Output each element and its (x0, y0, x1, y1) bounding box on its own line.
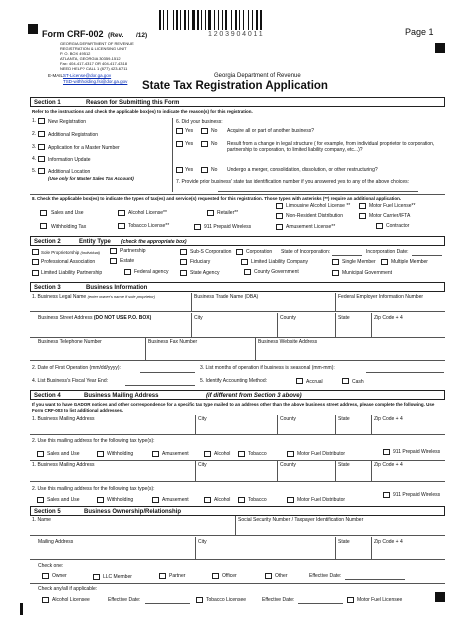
page-title: State Tax Registration Application (142, 80, 328, 92)
section-4-intro: If you want to have GADOR notices and other correspondence for a specific tax type mailed to an address other than the above business street address, please complete the following. Use Form CRF-003 to list additional addresses. (32, 402, 435, 413)
reason-label: Application for a Master Number (48, 145, 120, 151)
entity-label: Estate (120, 258, 135, 264)
checkbox-mail2-tobacco[interactable] (238, 497, 245, 503)
section-4-header: Section 4 Business Mailing Address (if different from Section 3 above) (30, 390, 445, 400)
grid (335, 461, 336, 481)
city-label: City (198, 462, 207, 468)
rule (30, 194, 445, 195)
barcode-bar (239, 10, 240, 30)
tax-type-label: Alcohol (214, 451, 231, 457)
effective-date-label: Effective Date: (309, 573, 342, 579)
tax-type-label: Motor Fuel Distributor (297, 497, 346, 503)
incorporation-date-line (412, 255, 442, 256)
checkbox-motor-fuel[interactable] (359, 203, 366, 209)
checkbox-retailer[interactable] (207, 210, 214, 216)
question-7: 7. Provide prior business' state tax identification number if you answered yes to any of the above choices: (176, 179, 410, 185)
tax-label: 911 Prepaid Wireless (204, 224, 252, 230)
label-note: (enter owner's name if sole proprietor) (87, 294, 156, 299)
owner-mailing-label: Mailing Address (38, 539, 74, 545)
checkbox-6b-yes[interactable] (176, 141, 183, 147)
question-8: 8. Check the applicable box(es) to indicate the types of tax(es) and service(s) requested for this registration. Those types with asterisks (**) require an additional application. (32, 196, 402, 201)
fein-label: Federal Employer Information Number (338, 294, 424, 300)
tax-type-label: Tobacco (248, 497, 267, 503)
entity-label: Partnership (120, 248, 146, 254)
checkbox-sales-use[interactable] (40, 210, 47, 216)
entity-label: Corporation (246, 249, 273, 255)
label-note: (DO NOT USE P.O. BOX) (93, 315, 152, 321)
checkbox-alcohol-license[interactable] (118, 210, 125, 216)
effective-date-label: Effective Date: (108, 597, 141, 603)
checkbox-other[interactable] (265, 573, 272, 579)
entity-label: State Agency (190, 270, 220, 276)
grid (195, 537, 196, 559)
section-1-instruction: Refer to the instructions and check the applicable box(es) to indicate the reason(s) for this registration. (32, 109, 253, 114)
entity-label: Sub-S Corporation (190, 249, 232, 255)
checkbox-6b-no[interactable] (201, 141, 208, 147)
email-label: E-MAIL: (48, 73, 65, 78)
tax-label: Limousine Alcohol License ** (286, 203, 351, 209)
reason-label: New Registration (48, 119, 87, 125)
check-all-label: Check any/all if applicable: (38, 586, 98, 592)
ssn-label: Social Security Number / Taxpayer Identification Number (238, 517, 364, 523)
grid (277, 313, 278, 337)
agency-line: NEED HELP? CALL 1 (877) 423-6711 (60, 66, 128, 72)
barcode-bar (214, 10, 215, 30)
checkbox-partnership[interactable] (110, 248, 117, 254)
checkbox-amusement[interactable] (276, 224, 283, 230)
tax-label: Sales and Use (51, 210, 84, 216)
legal-name-label (32, 295, 155, 300)
checkbox-master-number[interactable] (38, 144, 45, 150)
checkbox-mail1-tobacco[interactable] (238, 451, 245, 457)
section-3-header: Section 3 Business Information (30, 282, 445, 292)
checkbox-corporation[interactable] (236, 249, 243, 255)
tax-label: Non-Resident Distribution (286, 213, 343, 219)
barcode-bar (192, 10, 195, 30)
section-2-header: Section 2 Entity Type (check the appropriate box) (30, 236, 445, 246)
state-of-incorporation-line (332, 255, 362, 256)
grid (335, 415, 336, 434)
mailing-address-label: 1. Business Mailing Address (32, 462, 95, 468)
licensee-label: Motor Fuel Licensee (357, 597, 403, 603)
entity-label: Professional Association (41, 259, 96, 265)
grid (371, 537, 372, 559)
checkbox-tobacco[interactable] (118, 223, 125, 229)
grid (191, 313, 192, 337)
checkbox-additional-registration[interactable] (38, 131, 45, 137)
effective-date-line[interactable] (145, 603, 190, 604)
tax-label: Withholding Tax (51, 224, 87, 230)
checkbox-mail1-amusement[interactable] (152, 451, 159, 457)
barcode-bar (222, 10, 223, 30)
accounting-method-label: 5. Identify Accounting Method: (200, 378, 267, 384)
barcode-bar (173, 10, 174, 30)
checkbox-mail1-sales-use[interactable] (37, 451, 44, 457)
fax-label: Business Fax Number (148, 339, 198, 345)
checkbox-state-agency[interactable] (180, 270, 187, 276)
checkbox-partner[interactable] (159, 573, 166, 579)
trade-name-label: Business Trade Name (DBA) (194, 294, 259, 300)
rule (30, 460, 445, 461)
email-link-withholding[interactable]: TSD-withholding.fsi@dor.ga.gov (63, 79, 128, 84)
reason-list: 1. (32, 118, 37, 124)
accrual-label: Accrual (306, 379, 323, 385)
grid (277, 461, 278, 481)
agency-line: Fax: 404-417-4317 OR 404-417-4318 (60, 61, 127, 67)
barcode-bar (243, 10, 244, 30)
checkbox-llc[interactable] (241, 259, 248, 265)
zip-label: Zip Code + 4 (374, 416, 403, 422)
grid (371, 415, 372, 434)
barcode-bar (201, 10, 202, 30)
checkbox-multiple-member[interactable] (381, 259, 388, 265)
reason-label: Additional Registration (48, 132, 99, 138)
grid (335, 293, 336, 311)
role-label: Partner (169, 573, 186, 579)
agency-line: GEORGIA DEPARTMENT OF REVENUE (60, 41, 134, 46)
grid (371, 313, 372, 337)
barcode-bar (260, 10, 262, 30)
barcode-bar (248, 10, 249, 30)
tax-type-label: Amusement (162, 497, 189, 503)
checkbox-mail2-alcohol[interactable] (204, 497, 211, 503)
checkbox-additional-location[interactable] (38, 168, 45, 174)
tax-type-label: Sales and Use (47, 451, 80, 457)
label-text: Business Street Address (38, 315, 93, 321)
barcode-number: 1203904011 (208, 31, 265, 38)
tax-label: Retailer** (217, 210, 239, 216)
fiscal-year-line[interactable] (125, 385, 195, 386)
licensee-label: Tobacco Licensee (206, 597, 247, 603)
checkbox-information-update[interactable] (38, 156, 45, 162)
registration-mark-top-right (435, 43, 445, 53)
registration-mark-bottom-left (20, 603, 23, 615)
item-number: 3. (32, 144, 37, 150)
phone-input-line[interactable] (30, 360, 445, 361)
checkbox-non-resident[interactable] (276, 213, 283, 219)
checkbox-alcohol-licensee[interactable] (42, 597, 49, 603)
agency-line: REGISTRATION & LICENSING UNIT (60, 46, 127, 52)
first-operation-label: 2. Date of First Operation (mm/dd/yyyy): (32, 365, 121, 371)
checkbox-professional-association[interactable] (32, 259, 39, 265)
role-label: Other (275, 573, 288, 579)
question-6c: Undergo a merger, consolidation, dissolution, or other restructuring? (227, 167, 378, 173)
rule (30, 583, 445, 584)
website-label: Business Website Address (258, 339, 318, 345)
mailing-address-label: 1. Business Mailing Address (32, 416, 95, 422)
entity-label: Municipal Government (342, 270, 393, 276)
tax-label: Motor Fuel License** (369, 203, 416, 209)
grid (371, 461, 372, 481)
entity-text: Sole Proprietorship (41, 250, 80, 255)
item-number: 5. (32, 168, 37, 174)
checkbox-6c-yes[interactable] (176, 167, 183, 173)
no-label: No (211, 128, 218, 134)
form-id: Form CRF-002 (Rev. /12) (42, 29, 148, 39)
barcode-bar (176, 10, 178, 30)
item-number: 4. (32, 156, 37, 162)
email-link-sales[interactable]: ST-License@dor.ga.gov (63, 73, 112, 78)
checkbox-single-member[interactable] (332, 259, 339, 265)
effective-date-label: Effective Date: (262, 597, 295, 603)
entity-label: Limited Liability Partnership (41, 270, 103, 276)
checkbox-6a-no[interactable] (201, 128, 208, 134)
tax-type-label: Alcohol (214, 497, 231, 503)
legal-name-input-line[interactable] (30, 311, 445, 312)
tax-type-label: Sales and Use (47, 497, 80, 503)
reason-label: Information Update (48, 157, 91, 163)
seasonal-months-line[interactable] (366, 372, 444, 373)
barcode-bar (205, 10, 206, 30)
entity-label: Multiple Member (391, 259, 428, 265)
barcode-bar (218, 10, 219, 30)
checkbox-estate[interactable] (110, 258, 117, 264)
tax-label: Motor Carrier/IFTA (369, 213, 411, 219)
tax-type-label: Withholding (107, 451, 134, 457)
checkbox-mail2-sales-use[interactable] (37, 497, 44, 503)
effective-date-line[interactable] (298, 603, 343, 604)
tax-type-label: Withholding (107, 497, 134, 503)
licensee-label: Alcohol Licensee (52, 597, 90, 603)
entity-label: Single Member (342, 259, 376, 265)
barcode-bar (184, 10, 186, 30)
checkbox-6a-yes[interactable] (176, 128, 183, 134)
grid (335, 537, 336, 559)
checkbox-accrual[interactable] (296, 378, 303, 384)
checkbox-sole-proprietorship[interactable] (32, 249, 39, 255)
entity-note: (Individual) (80, 250, 101, 255)
tax-label: Tobacco License** (128, 223, 170, 229)
checkbox-municipal-government[interactable] (332, 270, 339, 276)
question-6a: Acquire all or part of another business? (227, 128, 314, 134)
mailing-input-line[interactable] (30, 481, 445, 482)
checkbox-llp[interactable] (32, 270, 39, 276)
use-for-tax-types-label: 2. Use this mailing address for the following tax type(s): (32, 486, 155, 492)
county-label: County (280, 462, 296, 468)
checkbox-new-registration[interactable] (38, 118, 45, 124)
zip-label: Zip Code + 4 (374, 462, 403, 468)
first-operation-line[interactable] (140, 372, 195, 373)
tax-label: Alcohol License** (128, 210, 167, 216)
checkbox-motor-carrier[interactable] (359, 213, 366, 219)
seasonal-months-label: 3. List months of operation if business is seasonal (mm-mm): (200, 365, 335, 371)
use-for-tax-types-label: 2. Use this mailing address for the following tax type(s): (32, 438, 155, 444)
zip-label: Zip Code + 4 (374, 315, 403, 321)
tax-type-label: Tobacco (248, 451, 267, 457)
checkbox-withholding[interactable] (40, 223, 47, 229)
check-one-label: Check one: (38, 563, 64, 569)
owner-mailing-input-line[interactable] (30, 559, 445, 560)
owner-name-label: 1. Name (32, 517, 51, 523)
section-1-divider (172, 118, 173, 192)
barcode-bar (225, 10, 227, 30)
agency-line: ATLANTA, GEORGIA 30359-1512 (60, 56, 121, 62)
checkbox-owner[interactable] (42, 573, 49, 579)
tax-type-label: Motor Fuel Distributor (297, 451, 346, 457)
agency-address-block (60, 41, 134, 72)
barcode-bar (167, 10, 168, 30)
section-1-header: Section 1 Reason for Submitting this Form (30, 97, 445, 107)
state-of-incorporation-label: State of Incorporation: (281, 249, 331, 255)
label-text: 1. Business Legal Name (32, 294, 87, 300)
question-6b: Result from a change in legal structure ( for example, from individual proprietor to corporation, partnership to corporation, to limited liability company, etc...)? (227, 141, 435, 153)
checkbox-limousine-alcohol[interactable] (276, 203, 283, 209)
incorporation-date-label: Incorporation Date: (366, 249, 409, 255)
cash-label: Cash (352, 379, 364, 385)
checkbox-fiduciary[interactable] (180, 259, 187, 265)
county-label: County (280, 315, 296, 321)
reason-note: (Use only for Master Sales Tax Account) (48, 176, 134, 181)
entity-label (41, 251, 100, 256)
prior-id-line (218, 191, 418, 192)
yes-label: Yes (185, 167, 194, 173)
grid (277, 415, 278, 434)
city-label: City (194, 315, 203, 321)
grid (195, 415, 196, 434)
checkbox-county-government[interactable] (244, 269, 251, 275)
entity-label: Fiduciary (190, 259, 211, 265)
checkbox-motor-fuel-licensee[interactable] (347, 597, 354, 603)
grid (195, 461, 196, 481)
checkbox-officer[interactable] (212, 573, 219, 579)
checkbox-mail1-withholding[interactable] (97, 451, 104, 457)
barcode-bar (208, 10, 211, 30)
checkbox-llc-member[interactable] (93, 574, 100, 580)
role-label: LLC Member (103, 574, 132, 580)
street-input-line[interactable] (30, 337, 445, 338)
section-5-header: Section 5 Business Ownership/Relationship (30, 506, 445, 516)
tax-type-label: Amusement (162, 451, 189, 457)
checkbox-mail2-amusement[interactable] (152, 497, 159, 503)
city-label: City (198, 539, 207, 545)
barcode-bar (256, 10, 258, 30)
barcode-bar (235, 10, 237, 30)
barcode-bar (252, 10, 253, 30)
reason-label: Additional Location (48, 169, 91, 175)
checkbox-contractor[interactable] (376, 223, 383, 229)
checkbox-6c-no[interactable] (201, 167, 208, 173)
checkbox-mail2-motor-fuel[interactable] (287, 497, 294, 503)
yes-label: Yes (185, 141, 194, 147)
zip-label: Zip Code + 4 (374, 539, 403, 545)
entity-label: Limited Liability Company (251, 259, 308, 265)
tax-label: Contractor (386, 223, 410, 229)
grid (235, 516, 236, 535)
county-label: County (280, 416, 296, 422)
grid (255, 338, 256, 360)
yes-label: Yes (185, 128, 194, 134)
checkbox-mail1-alcohol[interactable] (204, 451, 211, 457)
entity-label: Federal agency (134, 269, 169, 275)
barcode-bar (231, 10, 232, 30)
state-label: State (338, 315, 350, 321)
no-label: No (211, 167, 218, 173)
role-label: Owner (52, 573, 67, 579)
agency-line: P. O. BOX 49512 (60, 51, 91, 57)
state-label: State (338, 539, 350, 545)
phone-label: Business Telephone Number (38, 339, 102, 345)
checkbox-mail1-motor-fuel[interactable] (287, 451, 294, 457)
checkbox-federal-agency[interactable] (124, 269, 131, 275)
grid (335, 313, 336, 337)
state-label: State (338, 462, 350, 468)
registration-mark-bottom-right (435, 592, 445, 602)
mailing-input-line[interactable] (30, 434, 445, 435)
effective-date-line[interactable] (345, 579, 405, 580)
page-number: Page 1 (405, 27, 434, 37)
fiscal-year-label: 4. List Business's Fiscal Year End: (32, 378, 108, 384)
role-label: Officer (222, 573, 237, 579)
checkbox-mail2-withholding[interactable] (97, 497, 104, 503)
city-label: City (198, 416, 207, 422)
checkbox-mail1-911[interactable] (383, 449, 390, 455)
checkbox-sub-s-corp[interactable] (180, 249, 187, 255)
checkbox-911-wireless[interactable] (194, 224, 201, 230)
barcode-bar (163, 10, 164, 30)
owner-name-input-line[interactable] (30, 535, 445, 536)
grid (145, 338, 146, 360)
checkbox-tobacco-licensee[interactable] (196, 597, 203, 603)
checkbox-cash[interactable] (342, 378, 349, 384)
tax-type-label: 911 Prepaid Wireless (393, 492, 441, 498)
agency-name: Georgia Department of Revenue (214, 73, 301, 79)
registration-mark-top-left (28, 24, 38, 34)
barcode-bar (197, 10, 199, 30)
barcode-bar (188, 10, 189, 30)
question-6: 6. Did your business: (176, 119, 223, 125)
street-label (38, 316, 151, 321)
tax-label: Amusement License** (286, 224, 336, 230)
no-label: No (211, 141, 218, 147)
state-label: State (338, 416, 350, 422)
tax-type-label: 911 Prepaid Wireless (393, 449, 441, 455)
entity-label: County Government (254, 269, 299, 275)
barcode-bar (159, 10, 161, 30)
checkbox-mail2-911[interactable] (383, 492, 390, 498)
item-number: 2. (32, 131, 37, 137)
grid (191, 293, 192, 311)
barcode-bar (180, 10, 181, 30)
